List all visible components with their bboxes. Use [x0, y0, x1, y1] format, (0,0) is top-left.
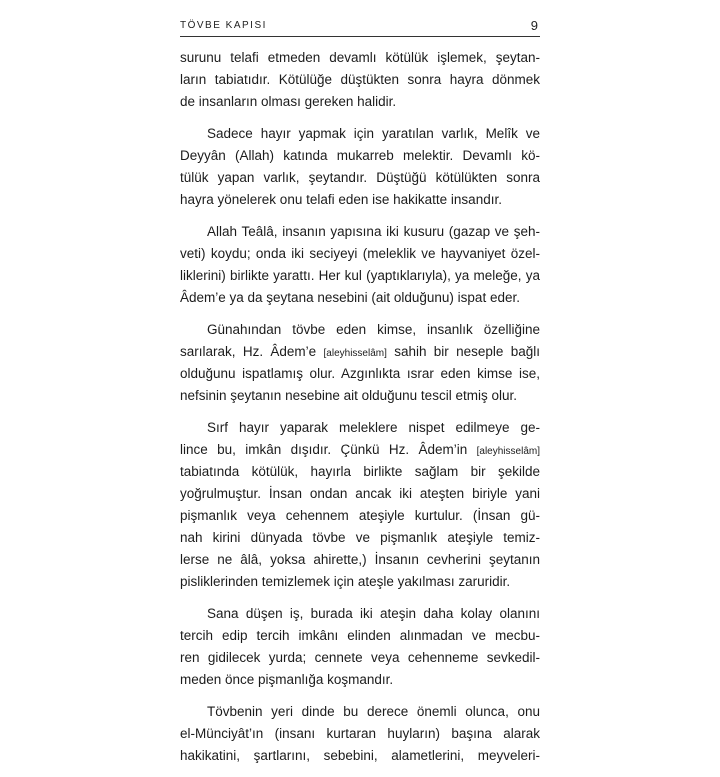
text-segment: sahih bir neseple bağlı: [394, 344, 540, 359]
text-line: yoğrulmuştur. İnsan ondan ancak iki ateşten biriyle yani: [180, 486, 540, 501]
text-line: Sana düşen iş, burada iki ateşin daha kolay olanını: [207, 606, 540, 621]
text-line: Günahından tövbe eden kimse, insanlık özelliğine: [207, 322, 540, 337]
text-line: olduğunu ispatlamış olur. Azgınlıkta ısrar eden kimse ise,: [180, 366, 540, 381]
text-line: surunu telafi etmeden devamlı kötülük işlemek, şeytan-: [180, 50, 540, 65]
text-line: nah kirini dünyada tövbe ve pişmanlık ateşiyle temiz-: [180, 530, 540, 545]
paragraph-1: [180, 47, 540, 113]
text-line: pisliklerinden temizlemek için ateşle yakılması zaruridir.: [180, 574, 511, 589]
text-line: Âdem’e ya da şeytana nesebini (ait olduğunu) ispat eder.: [180, 290, 520, 305]
text-line: el-Münciyât’ın (insanı kurtaran huyların) başına alarak: [180, 726, 540, 741]
text-line: ren gidilecek yurda; cennete veya cehenneme sevkedil-: [180, 650, 540, 665]
text-line: tercih edip tercih imkânı elinden alınmadan ve mecbu-: [180, 628, 540, 643]
text-line: veti) koydu; onda iki seciyeyi (meleklik ve hayvaniyet özel-: [180, 246, 540, 261]
text-line: nefsinin şeytanın nesebine ait olduğunu tescil etmiş olur.: [180, 388, 517, 403]
text-line: hayra yönelerek onu telafi eden ise hakikatte insandır.: [180, 192, 502, 207]
text-line: [180, 439, 540, 461]
page-number: 9: [530, 18, 538, 33]
text-line: meden önce pişmanlığa koşmandır.: [180, 672, 394, 687]
text-line: Tövbenin yeri dinde bu derece önemli olunca, onu: [207, 704, 540, 719]
text-line: hakikatini, şartlarını, sebebini, alametlerini, meyveleri-: [180, 748, 540, 763]
text-line: liklerini) birlikte yarattı. Her kul (yaptıklarıyla), ya meleğe, ya: [180, 268, 540, 283]
paragraph-2: [180, 123, 540, 211]
text-line: pişmanlık veya cehennem ateşiyle kurtulur. (İnsan gü-: [180, 508, 540, 523]
book-page: [180, 0, 540, 763]
paragraph-4: [180, 319, 540, 407]
running-header: [180, 18, 540, 37]
paragraph-5: [180, 417, 540, 593]
running-title: TÖVBE KAPISI: [180, 20, 267, 31]
honorific: [aleyhisselâm]: [476, 446, 540, 457]
text-line: tülük yapan varlık, şeytandır. Düştüğü kötülükten sonra: [180, 170, 540, 185]
text-line: de insanların olması gereken halidir.: [180, 94, 397, 109]
text-segment: lince bu, imkân dışıdır. Çünkü Hz. Âdem’in: [180, 442, 468, 457]
text-segment: sarılarak, Hz. Âdem’e: [180, 344, 317, 359]
honorific: [aleyhisselâm]: [323, 348, 387, 359]
paragraph-7: [180, 701, 540, 767]
body-text: [180, 47, 540, 777]
paragraph-3: [180, 221, 540, 309]
paragraph-6: [180, 603, 540, 691]
text-line: Sadece hayır yapmak için yaratılan varlık, Melîk ve: [207, 126, 540, 141]
text-line: [180, 341, 540, 363]
text-line: Deyyân (Allah) katında mukarreb melektir. Devamlı kö-: [180, 148, 540, 163]
text-line: Sırf hayır yaparak meleklere nispet edilmeye ge-: [207, 420, 540, 435]
text-line: lerse ne âlâ, yoksa ahirette,) İnsanın cevherini şeytanın: [180, 552, 540, 567]
text-line: ların tabiatıdır. Kötülüğe düştükten sonra hayra dönmek: [180, 72, 540, 87]
text-line: Allah Teâlâ, insanın yapısına iki kusuru (gazap ve şeh-: [207, 224, 540, 239]
text-line: tabiatında kötülük, hayırla birlikte sağlam bir şekilde: [180, 464, 540, 479]
